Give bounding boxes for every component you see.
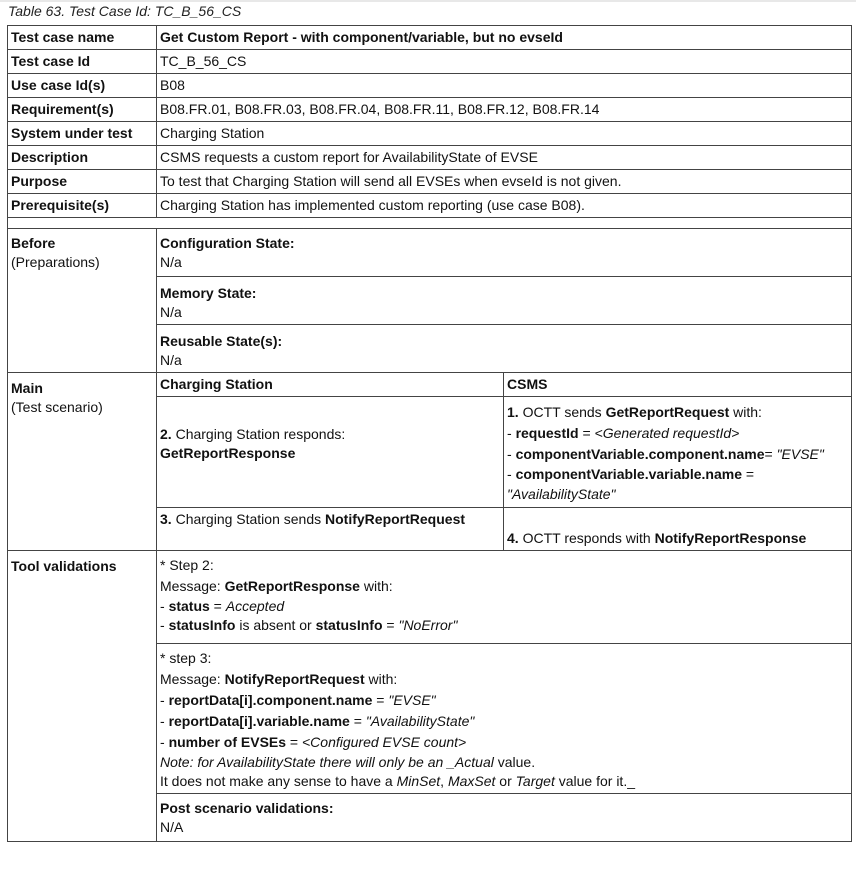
- message-suffix: with:: [364, 671, 398, 687]
- label-test-case-id: Test case Id: [8, 50, 157, 74]
- memory-state-cell: [157, 277, 852, 325]
- validation-step2-head: * Step 2:: [160, 557, 214, 573]
- table-caption: Table 63. Test Case Id: TC_B_56_CS: [8, 3, 242, 19]
- memory-state-title: Memory State:: [160, 285, 257, 301]
- row-tool-validations-step2: [8, 551, 852, 644]
- field-value: <Generated requestId>: [594, 425, 740, 441]
- step1-field-variable-name: [507, 465, 848, 484]
- test-case-table: [7, 25, 852, 842]
- field-name: componentVariable.variable.name: [515, 466, 742, 482]
- label-prerequisites: Prerequisite(s): [8, 194, 157, 218]
- label-tool-validations: Tool validations: [8, 551, 157, 842]
- label-test-case-name: Test case name: [8, 26, 157, 50]
- validation-step3-note-1: [160, 753, 848, 772]
- step1-field-request-id: [507, 423, 848, 444]
- step3-number: 3.: [160, 511, 172, 527]
- note-text: It does not make any sense to have a: [160, 773, 397, 789]
- step3-text: Charging Station sends: [171, 511, 326, 527]
- step2-text: Charging Station responds:: [171, 426, 346, 442]
- step3-cell: [157, 508, 504, 551]
- note-text: ,: [440, 773, 448, 789]
- dash: -: [160, 598, 169, 614]
- validation-step3-component-name: [160, 690, 848, 711]
- note-text: or: [495, 773, 516, 789]
- before-subtitle: (Preparations): [11, 254, 100, 270]
- step4-cell: [504, 508, 852, 551]
- configuration-state-cell: [157, 229, 852, 277]
- step2-line: [160, 425, 500, 444]
- field-value: "NoError": [398, 617, 458, 633]
- value-system-under-test: Charging Station: [157, 122, 852, 146]
- field-value: "EVSE": [776, 446, 824, 462]
- message-name: GetReportResponse: [224, 578, 360, 594]
- validation-step2-cell: [157, 551, 852, 644]
- message-prefix: Message:: [160, 671, 225, 687]
- validation-step3-message: [160, 669, 848, 690]
- row-main-header: [8, 373, 852, 397]
- value-use-case-ids: B08: [157, 74, 852, 98]
- row-test-case-id: [8, 50, 852, 74]
- dash: -: [160, 734, 169, 750]
- configuration-state-value: N/a: [160, 254, 182, 270]
- step1-pre: OCTT sends: [518, 404, 606, 420]
- reusable-state-title: Reusable State(s):: [160, 333, 283, 349]
- note-text: Note: for AvailabilityState there will only be an _Actual: [160, 754, 494, 770]
- equals: =: [349, 713, 366, 729]
- step1-field-component-name: [507, 444, 848, 465]
- validation-step2-status: [160, 597, 848, 616]
- post-scenario-title: Post scenario validations:: [160, 800, 334, 816]
- dash: -: [160, 713, 169, 729]
- dash: -: [507, 466, 516, 482]
- before-title: Before: [11, 235, 56, 251]
- spacer-row: [8, 218, 852, 229]
- step1-field-variable-value: "AvailabilityState": [507, 486, 616, 502]
- value-prerequisites: Charging Station has implemented custom reporting (use case B08).: [157, 194, 852, 218]
- label-use-case-ids: Use case Id(s): [8, 74, 157, 98]
- row-prerequisites: [8, 194, 852, 218]
- step1-post: with:: [729, 404, 762, 420]
- row-description: [8, 146, 852, 170]
- note-term: MinSet: [396, 773, 441, 789]
- label-purpose: Purpose: [8, 170, 157, 194]
- post-scenario-value: N/A: [160, 819, 184, 835]
- column-header-charging-station: Charging Station: [157, 373, 504, 397]
- label-before: [8, 229, 157, 373]
- dash: -: [160, 692, 169, 708]
- step4-message: NotifyReportResponse: [654, 530, 807, 546]
- message-prefix: Message:: [160, 578, 225, 594]
- label-main: [8, 373, 157, 551]
- main-title: Main: [11, 380, 43, 396]
- value-requirements: B08.FR.01, B08.FR.03, B08.FR.04, B08.FR.11, B08.FR.12, B08.FR.14: [157, 98, 852, 122]
- value-test-case-name: Get Custom Report - with component/variable, but no evseId: [157, 26, 852, 50]
- row-before-config: [8, 229, 852, 277]
- field-name: statusInfo: [315, 617, 383, 633]
- row-use-case-ids: [8, 74, 852, 98]
- equals: =: [382, 617, 399, 633]
- validation-step3-note-2: [160, 772, 848, 791]
- configuration-state-title: Configuration State:: [160, 235, 295, 251]
- note-text: value.: [493, 754, 536, 770]
- field-value: "AvailabilityState": [365, 713, 475, 729]
- field-value: <Configured EVSE count>: [302, 734, 467, 750]
- step1-line: [507, 402, 848, 423]
- main-subtitle: (Test scenario): [11, 399, 103, 415]
- row-test-case-name: [8, 26, 852, 50]
- equals: =: [764, 446, 777, 462]
- top-rule: [0, 0, 856, 2]
- step1-number: 1.: [507, 404, 519, 420]
- field-name: requestId: [515, 425, 579, 441]
- note-term: MaxSet: [447, 773, 496, 789]
- value-purpose: To test that Charging Station will send all EVSEs when evseId is not given.: [157, 170, 852, 194]
- message-name: NotifyReportRequest: [224, 671, 365, 687]
- row-purpose: [8, 170, 852, 194]
- dash: -: [160, 617, 169, 633]
- label-system-under-test: System under test: [8, 122, 157, 146]
- note-term: Target: [515, 773, 555, 789]
- equals: =: [209, 598, 226, 614]
- step2-number: 2.: [160, 426, 172, 442]
- post-scenario-cell: [157, 794, 852, 842]
- field-name: reportData[i].variable.name: [168, 713, 350, 729]
- equals: =: [741, 466, 755, 482]
- memory-state-value: N/a: [160, 304, 182, 320]
- field-name: statusInfo: [168, 617, 236, 633]
- field-value: Accepted: [225, 598, 285, 614]
- equals: =: [286, 734, 302, 750]
- label-description: Description: [8, 146, 157, 170]
- field-value: "EVSE": [388, 692, 436, 708]
- step2-cell: [157, 397, 504, 508]
- column-header-csms: CSMS: [504, 373, 852, 397]
- validation-step3-evse-count: [160, 732, 848, 753]
- step1-cell: [504, 397, 852, 508]
- value-description: CSMS requests a custom report for AvailabilityState of EVSE: [157, 146, 852, 170]
- step3-message: NotifyReportRequest: [325, 511, 466, 527]
- validation-step3-variable-name: [160, 711, 848, 732]
- field-name: status: [168, 598, 210, 614]
- connector-text: is absent or: [235, 617, 316, 633]
- validation-step2-status-info: [160, 616, 848, 635]
- validation-step3-head: * step 3:: [160, 650, 212, 666]
- label-requirements: Requirement(s): [8, 98, 157, 122]
- reusable-state-cell: [157, 325, 852, 373]
- row-system-under-test: [8, 122, 852, 146]
- message-suffix: with:: [359, 578, 393, 594]
- dash: -: [507, 425, 516, 441]
- equals: =: [578, 425, 595, 441]
- row-requirements: [8, 98, 852, 122]
- step1-message: GetReportRequest: [605, 404, 730, 420]
- field-name: componentVariable.component.name: [515, 446, 765, 462]
- note-text: value for it._: [554, 773, 635, 789]
- step2-message: GetReportResponse: [160, 445, 296, 461]
- validation-step2-message: [160, 576, 848, 597]
- step4-text: OCTT responds with: [518, 530, 655, 546]
- field-name: reportData[i].component.name: [168, 692, 373, 708]
- dash: -: [507, 446, 516, 462]
- reusable-state-value: N/a: [160, 352, 182, 368]
- spacer-cell: [8, 218, 852, 229]
- value-test-case-id: TC_B_56_CS: [157, 50, 852, 74]
- validation-step3-cell: [157, 644, 852, 794]
- equals: =: [372, 692, 389, 708]
- step4-number: 4.: [507, 530, 519, 546]
- field-name: number of EVSEs: [168, 734, 287, 750]
